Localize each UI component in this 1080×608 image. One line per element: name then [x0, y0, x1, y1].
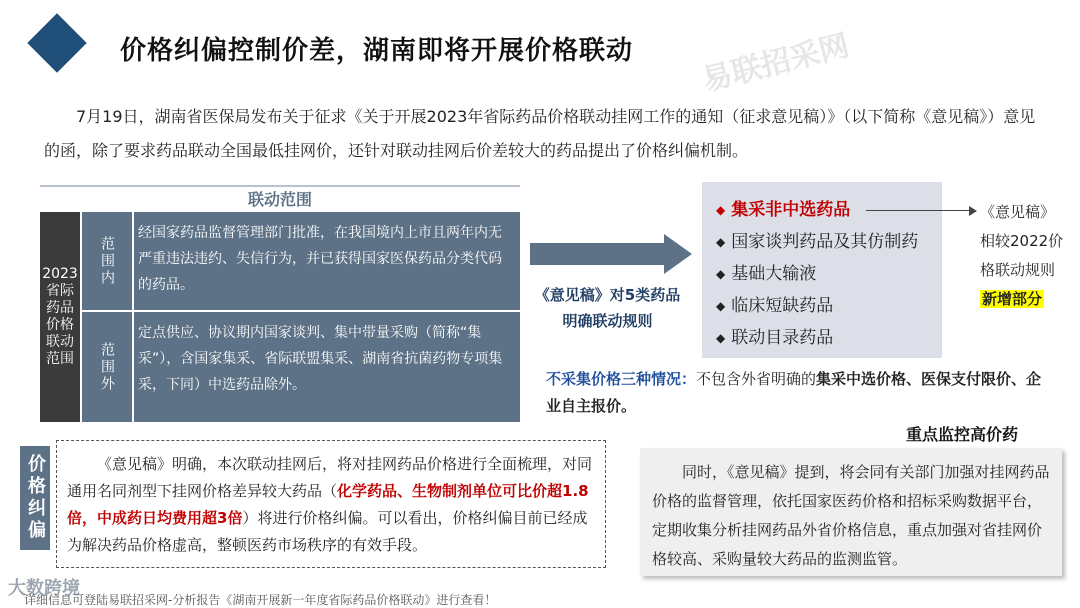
note-highlight: 新增部分 [982, 290, 1043, 308]
monitor-text: 同时，《意见稿》提到，将会同有关部门加强对挂网药品价格的监督管理，依托国家医药价格和招标采购数据平台，定期收集分析挂网药品外省价格信息，重点加强对省挂网价格较高、采购量较大药品的监测监管。 [652, 463, 1050, 568]
category-item [716, 322, 942, 354]
arrow-caption: 《意见稿》对5类药品明确联动规则 [534, 286, 681, 330]
diamond-bullet-icon: ◆ [716, 235, 726, 249]
monitor-box [640, 448, 1062, 576]
category-label: 基础大输液 [731, 264, 817, 284]
side-note [980, 198, 1075, 314]
category-item [716, 258, 942, 290]
note-line: 《意见稿》 [980, 203, 1056, 221]
scope-side-title: 2023省际药品价格联动范围 [40, 212, 80, 422]
scope-inside-label: 范围内 [82, 212, 132, 310]
scope-outside-text: 定点供应、协议期内国家谈判、集中带量采购（简称“集采”），含国家集采、省际联盟集采、湖南省抗菌药物专项集采，下同）中选药品除外。 [134, 312, 520, 422]
diamond-bullet-icon: ◆ [716, 331, 726, 345]
note-line: 格联动规则 [980, 261, 1056, 279]
page-title: 价格纠偏控制价差，湖南即将开展价格联动 [120, 36, 634, 66]
note-arrow-icon [866, 210, 974, 211]
category-item [716, 290, 942, 322]
category-label: 临床短缺药品 [731, 296, 834, 316]
note-line: 相较2022价 [980, 232, 1064, 250]
diamond-bullet-icon: ◆ [716, 299, 726, 313]
title-diamond-icon [27, 13, 86, 72]
correction-text-a: 《意见稿》明确，本次联动挂网后，将对挂网药品价格进行全面梳理，对同通用名同剂型下挂网价格差异较大药品（ [67, 455, 593, 500]
correction-tag: 价格纠偏 [20, 446, 50, 550]
category-item [716, 226, 942, 258]
footer-logo: 大数跨境 [8, 578, 80, 599]
diamond-bullet-icon: ◆ [716, 267, 726, 281]
monitor-title: 重点监控高价药 [906, 425, 1019, 444]
scope-inside-text: 经国家药品监督管理部门批准，在我国境内上市且两年内无严重违法违约、失信行为，并已获得国家医保药品分类代码的药品。 [134, 212, 520, 310]
footer-text: 详细信息可登陆易联招采网-分析报告《湖南开展新一年度省际药品价格联动》进行查看！ [24, 593, 497, 607]
three-cases-bold: 集采中选价格、医保支付限价、企业自主报价。 [546, 370, 1042, 415]
three-cases-lead: 不采集价格三种情况： [546, 370, 697, 388]
correction-text-b: ）将进行价格纠偏。可以看出，价格纠偏目前已经成为解决药品价格虚高，整顿医药市场秩序的有效手段。 [67, 509, 588, 554]
category-label: 国家谈判药品及其仿制药 [731, 232, 919, 252]
correction-paragraph [67, 451, 597, 559]
category-panel [702, 182, 942, 358]
correction-text-red: 化学药品、生物制剂单位可比价超1.8倍，中成药日均费用超3倍 [67, 482, 589, 527]
watermark-logo: 易联招采网 [698, 28, 853, 99]
note-arrow-head-icon [969, 206, 977, 216]
right-arrow-head-icon [664, 234, 692, 274]
intro-paragraph: 7月19日，湖南省医保局发布关于征求《关于开展2023年省际药品价格联动挂网工作的通知（征求意见稿）》（以下简称《意见稿》）意见的函，除了要求药品联动全国最低挂网价，还针对联动挂网后价差较大的药品提出了价格纠偏机制。 [44, 107, 1036, 160]
diamond-bullet-icon: ◆ [716, 203, 726, 217]
category-label: 联动目录药品 [731, 328, 834, 348]
correction-box [56, 440, 606, 568]
scope-title: 联动范围 [40, 185, 520, 209]
right-arrow-icon [530, 243, 665, 265]
category-label: 集采非中选药品 [731, 200, 851, 220]
scope-outside-label: 范围外 [82, 312, 132, 422]
three-cases-body: 不包含外省明确的 [696, 370, 817, 388]
three-cases-text [546, 366, 1046, 420]
